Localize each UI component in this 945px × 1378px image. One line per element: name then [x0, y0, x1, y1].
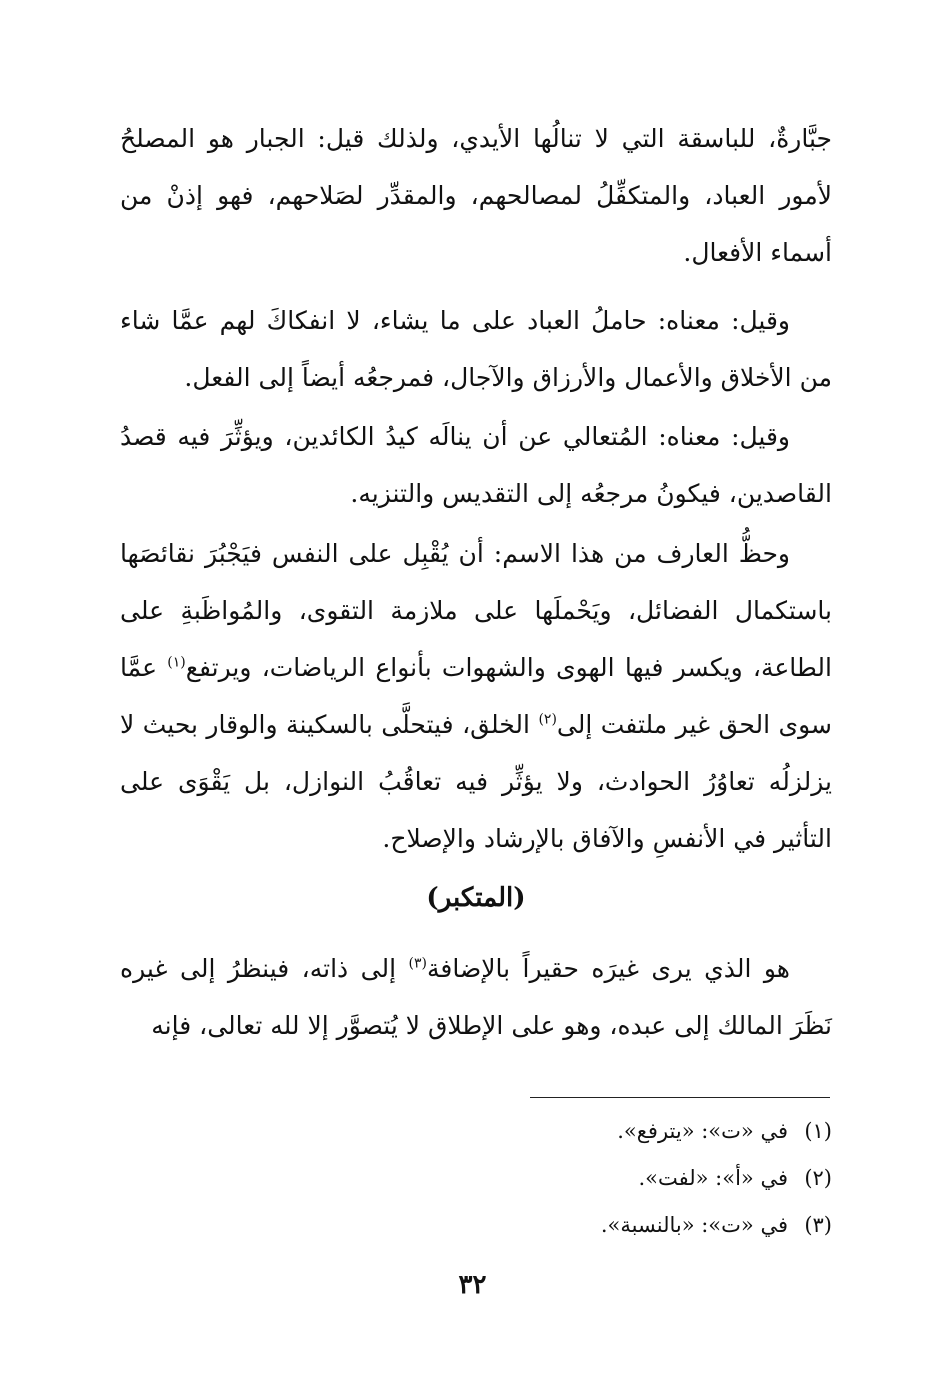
paragraph-1-text: جبَّارةٌ، للباسقة التي لا تنالُها الأيدي، ولذلك قيل: الجبار هو المصلحُ لأمور العباد، والمتكفِّلُ لمصالحهم، والمقدِّر لصَلاحهم، فهو إذنْ من أسماء الأفعال.: [120, 124, 832, 267]
paragraph-3: [120, 408, 832, 522]
footnotes: [420, 1108, 832, 1249]
paragraph-4-text: [120, 525, 832, 867]
paragraph-2-text: وقيل: معناه: حاملُ العباد على ما يشاء، لا انفكاكَ لهم عمَّا شاء من الأخلاق والأعمال والأرزاق والآجال، فمرجعُه أيضاً إلى الفعل.: [120, 306, 832, 392]
footnote-3-text: في «ت»: «بالنسبة».: [600, 1213, 788, 1237]
footnote-1-text: في «ت»: «يترفع».: [617, 1119, 788, 1143]
footnote-ref-3[interactable]: (٣): [408, 955, 428, 972]
footnote-2-number: (٢): [804, 1166, 832, 1190]
paragraph-5-part-2: إلى ذاته، فينظرُ إلى غيره نَظَرَ المالك إلى عبده، وهو على الإطلاق لا يُتصوَّر إلا لله تعالى، فإنه: [120, 954, 832, 1040]
paragraph-5-text: [120, 940, 832, 1054]
paragraph-5: [120, 940, 832, 1054]
footnote-1-number: (١): [804, 1119, 832, 1143]
paragraph-4: [120, 525, 832, 867]
footnote-2-text: في «أ»: «لفت».: [638, 1166, 788, 1190]
section-heading: (المتكبر): [426, 883, 526, 913]
footnote-3-number: (٣): [804, 1213, 832, 1237]
footnote-ref-2[interactable]: (٢): [538, 711, 557, 728]
footnote-divider: [530, 1097, 830, 1098]
paragraph-1: [120, 110, 832, 281]
page-number: ٣٢: [458, 1270, 487, 1300]
paragraph-5-part-1: هو الذي يرى غيرَه حقيراً بالإضافة: [427, 954, 790, 983]
paragraph-2: [120, 292, 832, 406]
footnote-1: [420, 1108, 832, 1155]
paragraph-3-text: وقيل: معناه: المُتعالي عن أن ينالَه كيدُ الكائدين، ويؤثِّرَ فيه قصدُ القاصدين، فيكونُ مرجعُه إلى التقديس والتنزيه.: [120, 422, 832, 508]
footnote-2: [420, 1155, 832, 1202]
footnote-ref-1[interactable]: (١): [167, 654, 186, 671]
paragraph-4-part-3: الخلق، فيتحلَّى بالسكينة والوقار بحيث لا يزلزلُه تعاوُرُ الحوادث، ولا يؤثِّر فيه تعاقُبُ النوازل، بل يَقْوَى على التأثير في الأنفسِ والآفاق بالإرشاد والإصلاح.: [120, 710, 832, 853]
paragraph-4-part-2: عمَّا سوى الحق غير ملتفت إلى: [120, 653, 832, 739]
paragraph-4-part-1: وحظُّ العارف من هذا الاسم: أن يُقْبِل على النفس فيَجْبُرَ نقائصَها باستكمال الفضائل، ويَحْملَها على ملازمة التقوى، والمُواظَبةِ على الطاعة، ويكسر فيها الهوى والشهوات بأنواع الرياضات، ويرتفع: [120, 539, 832, 682]
footnote-3: [420, 1202, 832, 1249]
